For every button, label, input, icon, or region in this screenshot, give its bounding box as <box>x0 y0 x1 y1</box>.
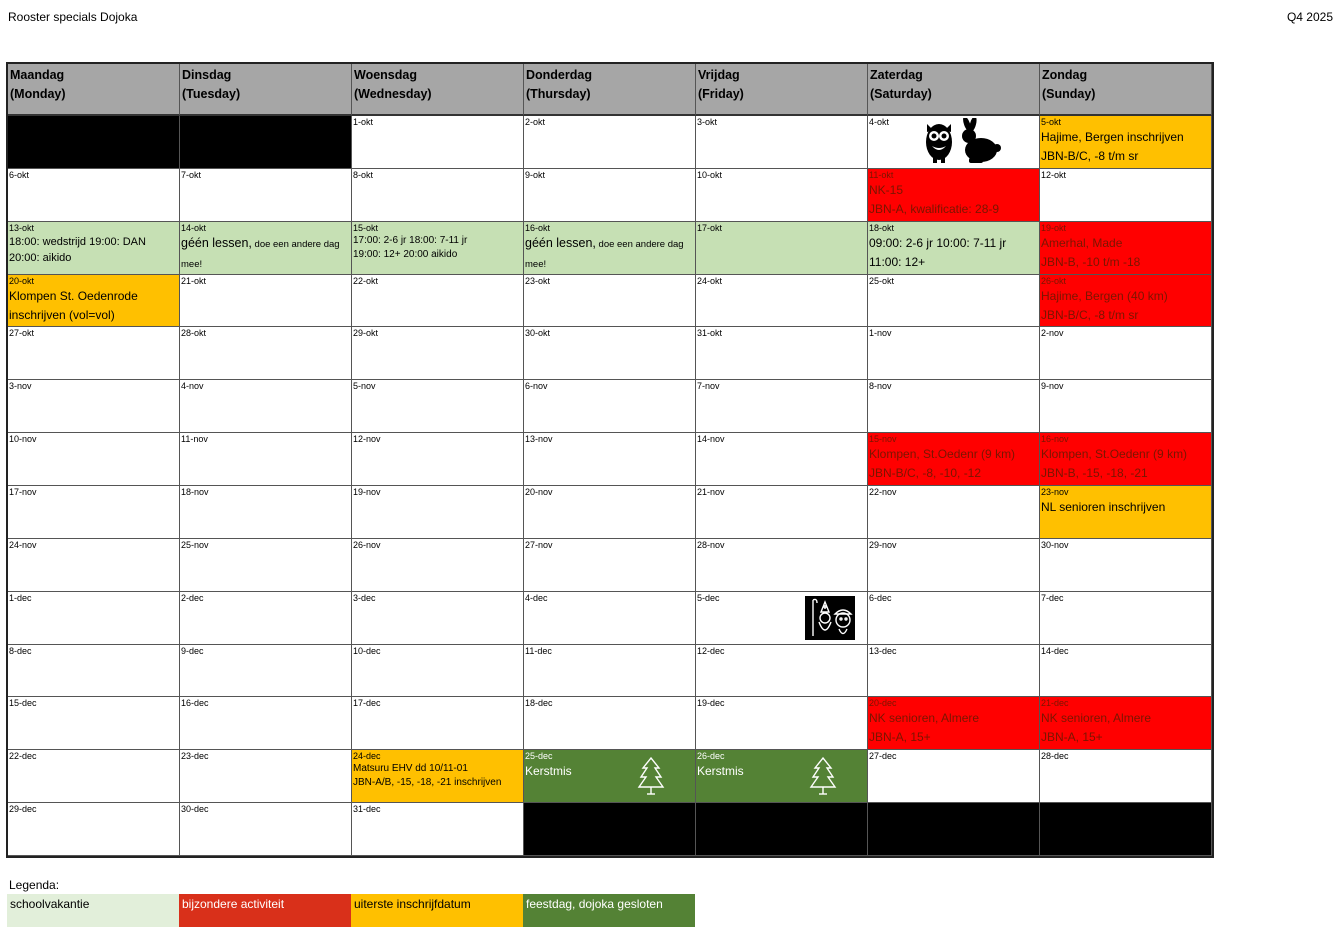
day-date: 9-dec <box>181 645 204 656</box>
day-date: 12-okt <box>1041 169 1067 180</box>
day-cell <box>8 433 180 486</box>
day-cell <box>352 803 524 856</box>
day-date: 21-nov <box>697 487 725 497</box>
day-cell <box>1040 592 1212 645</box>
day-cell <box>696 539 868 592</box>
day-cell <box>696 222 868 275</box>
day-header <box>1040 64 1212 116</box>
day-name-en: (Sunday) <box>1042 87 1096 101</box>
day-date: 26-okt <box>1041 275 1067 286</box>
day-cell <box>8 697 180 750</box>
event-text: Kerstmis <box>697 764 744 779</box>
day-date: 28-dec <box>1041 751 1069 762</box>
day-date: 5-okt <box>1041 117 1062 127</box>
day-name-en: (Thursday) <box>526 87 591 101</box>
day-date: 17-nov <box>9 487 37 497</box>
sinterklaas-icon <box>805 596 855 640</box>
day-cell <box>1040 697 1212 750</box>
day-cell <box>352 327 524 380</box>
quarter-label: Q4 2025 <box>1286 10 1333 24</box>
day-date: 23-dec <box>181 751 209 762</box>
legend-item: uiterste inschrijfdatum <box>351 894 523 927</box>
day-date: 11-okt <box>869 169 894 180</box>
legend-item: schoolvakantie <box>7 894 179 927</box>
event-text: NK senioren, Almere <box>1041 711 1152 726</box>
day-date: 27-nov <box>525 539 553 550</box>
day-date: 26-nov <box>353 539 381 550</box>
day-cell <box>1040 380 1212 433</box>
day-date: 20-okt <box>9 275 35 286</box>
legend-item: bijzondere activiteit <box>179 894 351 927</box>
day-date: 3-nov <box>9 381 32 392</box>
day-cell <box>868 380 1040 433</box>
day-cell <box>352 433 524 486</box>
day-header <box>8 64 180 116</box>
day-date: 4-okt <box>869 117 890 127</box>
day-cell <box>180 275 352 328</box>
day-cell <box>696 750 868 803</box>
day-cell <box>868 645 1040 698</box>
day-date: 27-okt <box>9 328 35 339</box>
event-text: Kerstmis <box>525 764 572 779</box>
event-text-main: géén lessen, <box>181 235 252 250</box>
day-cell <box>352 116 524 169</box>
day-date: 19-okt <box>1041 222 1067 233</box>
day-cell <box>352 539 524 592</box>
day-cell <box>524 116 696 169</box>
day-cell <box>180 169 352 222</box>
day-date: 15-dec <box>9 698 37 709</box>
day-cell <box>868 275 1040 328</box>
day-date: 4-nov <box>181 381 204 392</box>
day-date: 17-okt <box>697 222 723 233</box>
event-text: JBN-B/C, -8 t/m sr <box>1041 307 1139 322</box>
day-date: 7-dec <box>1041 592 1064 603</box>
day-cell <box>696 592 868 645</box>
day-cell <box>352 645 524 698</box>
day-cell <box>868 539 1040 592</box>
day-date: 6-okt <box>9 169 30 180</box>
event-text: JBN-A/B, -15, -18, -21 inschrijven <box>353 777 502 789</box>
event-text: Amerhal, Made <box>1041 235 1123 250</box>
day-date: 30-okt <box>525 328 551 339</box>
day-date: 19-dec <box>697 698 725 709</box>
day-cell <box>180 803 352 856</box>
day-cell <box>352 697 524 750</box>
day-cell <box>352 592 524 645</box>
day-date: 8-dec <box>9 645 32 656</box>
day-cell <box>696 380 868 433</box>
day-date: 16-nov <box>1041 434 1069 445</box>
day-cell <box>352 169 524 222</box>
day-cell <box>8 275 180 328</box>
day-name: Zaterdag <box>870 68 923 82</box>
day-cell <box>1040 169 1212 222</box>
day-date: 11-nov <box>181 434 208 445</box>
day-date: 3-okt <box>697 117 718 127</box>
day-date: 13-nov <box>525 434 553 445</box>
day-date: 15-okt <box>353 222 379 233</box>
legend <box>7 894 695 927</box>
event-text: NL senioren inschrijven <box>1041 500 1166 514</box>
day-cell <box>524 486 696 539</box>
day-cell <box>180 222 352 275</box>
day-date: 24-okt <box>697 275 723 286</box>
day-date: 2-dec <box>181 592 204 603</box>
day-cell <box>696 116 868 169</box>
day-date: 3-dec <box>353 592 376 603</box>
day-cell <box>524 327 696 380</box>
day-cell <box>868 592 1040 645</box>
day-cell <box>8 803 180 856</box>
day-cell <box>352 275 524 328</box>
day-cell <box>180 433 352 486</box>
day-name-en: (Saturday) <box>870 87 932 101</box>
day-cell <box>8 327 180 380</box>
day-cell <box>696 433 868 486</box>
empty-day-cell <box>524 803 696 856</box>
event-text: JBN-B/C, -8, -10, -12 <box>869 466 982 481</box>
day-cell <box>8 750 180 803</box>
day-date: 10-okt <box>697 169 723 180</box>
day-cell <box>1040 539 1212 592</box>
empty-day-cell <box>8 116 180 169</box>
day-date: 18-dec <box>525 698 553 709</box>
day-name: Dinsdag <box>182 68 232 82</box>
day-cell <box>524 275 696 328</box>
event-text: Klompen St. Oedenrode <box>9 288 138 303</box>
day-date: 20-nov <box>525 487 553 497</box>
day-header <box>868 64 1040 116</box>
day-date: 14-nov <box>697 434 725 445</box>
day-cell <box>180 750 352 803</box>
event-text: Hajime, Bergen (40 km) <box>1041 288 1168 303</box>
event-text-main: géén lessen, <box>525 235 596 250</box>
event-text-note: doe een andere dag mee! <box>525 238 684 270</box>
day-cell <box>180 486 352 539</box>
day-name: Zondag <box>1042 68 1088 82</box>
day-cell <box>352 380 524 433</box>
empty-day-cell <box>868 803 1040 856</box>
day-cell <box>8 486 180 539</box>
day-name: Donderdag <box>526 68 592 82</box>
day-name-en: (Monday) <box>10 87 66 101</box>
day-date: 27-dec <box>869 751 897 762</box>
day-header <box>696 64 868 116</box>
day-cell <box>180 697 352 750</box>
calendar <box>6 62 1214 858</box>
day-date: 5-dec <box>697 592 720 603</box>
day-cell <box>696 327 868 380</box>
event-text: Klompen, St.Oedenr (9 km) <box>869 447 1016 462</box>
event-text: Hajime, Bergen inschrijven <box>1041 130 1184 144</box>
event-text: Matsuru EHV dd 10/11-01 <box>353 763 468 775</box>
event-text: JBN-A, kwalificatie: 28-9 <box>869 201 1000 216</box>
day-date: 23-okt <box>525 275 551 286</box>
day-date: 16-dec <box>181 698 209 709</box>
day-cell <box>868 222 1040 275</box>
day-cell <box>524 645 696 698</box>
day-cell <box>868 169 1040 222</box>
day-date: 29-dec <box>9 804 37 815</box>
day-date: 16-okt <box>525 222 551 233</box>
day-date: 22-dec <box>9 751 37 762</box>
day-date: 10-nov <box>9 434 37 445</box>
day-name-en: (Wednesday) <box>354 87 432 101</box>
day-date: 25-dec <box>525 751 553 762</box>
calendar-grid <box>8 64 1212 856</box>
event-text: NK-15 <box>869 182 904 197</box>
day-date: 9-okt <box>525 169 546 180</box>
christmas-tree-icon <box>637 756 665 796</box>
event-text: JBN-A, 15+ <box>1041 730 1103 745</box>
day-date: 14-okt <box>181 222 207 233</box>
day-cell <box>1040 645 1212 698</box>
day-date: 12-dec <box>697 645 725 656</box>
day-name: Maandag <box>10 68 65 82</box>
day-date: 10-dec <box>353 645 381 656</box>
day-cell <box>1040 327 1212 380</box>
event-text: JBN-B/C, -8 t/m sr <box>1041 149 1139 163</box>
day-cell <box>524 592 696 645</box>
day-date: 29-okt <box>353 328 379 339</box>
day-name-en: (Tuesday) <box>182 87 241 101</box>
christmas-tree-icon <box>809 756 837 796</box>
event-text: NK senioren, Almere <box>869 711 980 726</box>
day-cell <box>524 380 696 433</box>
day-cell <box>1040 433 1212 486</box>
day-date: 15-nov <box>869 434 897 445</box>
day-cell <box>352 222 524 275</box>
legend-item: feestdag, dojoka gesloten <box>523 894 695 927</box>
day-cell <box>8 169 180 222</box>
day-cell <box>868 327 1040 380</box>
day-cell <box>8 645 180 698</box>
day-date: 22-okt <box>353 275 379 286</box>
day-date: 2-nov <box>1041 328 1064 339</box>
day-cell <box>180 380 352 433</box>
owl-rabbit-icon <box>925 118 1005 164</box>
day-date: 24-nov <box>9 539 37 550</box>
day-cell <box>524 750 696 803</box>
day-date: 13-dec <box>869 645 897 656</box>
day-cell <box>524 433 696 486</box>
day-date: 4-dec <box>525 592 548 603</box>
day-cell <box>8 539 180 592</box>
day-cell <box>1040 486 1212 539</box>
day-date: 26-dec <box>697 751 725 762</box>
day-cell <box>352 750 524 803</box>
event-text <box>181 234 350 274</box>
event-text: 18:00: wedstrijd 19:00: DAN <box>9 235 146 248</box>
day-name: Vrijdag <box>698 68 740 82</box>
event-text: 09:00: 2-6 jr 10:00: 7-11 jr <box>869 235 1007 250</box>
event-text: inschrijven (vol=vol) <box>9 307 115 322</box>
day-header <box>524 64 696 116</box>
day-cell <box>868 116 1040 169</box>
day-cell <box>8 222 180 275</box>
day-cell <box>1040 222 1212 275</box>
event-text: JBN-B, -15, -18, -21 <box>1041 466 1148 481</box>
event-text: 17:00: 2-6 jr 18:00: 7-11 jr <box>353 234 468 246</box>
day-cell <box>868 433 1040 486</box>
day-date: 31-dec <box>353 804 381 815</box>
day-cell <box>352 486 524 539</box>
day-date: 30-dec <box>181 804 209 815</box>
day-name: Woensdag <box>354 68 417 82</box>
day-date: 18-nov <box>181 487 209 497</box>
event-text: Klompen, St.Oedenr (9 km) <box>1041 447 1188 462</box>
day-cell <box>696 486 868 539</box>
day-header <box>352 64 524 116</box>
day-date: 8-okt <box>353 169 374 180</box>
day-cell <box>8 380 180 433</box>
day-cell <box>1040 275 1212 328</box>
day-date: 18-okt <box>869 222 895 233</box>
day-cell <box>180 645 352 698</box>
day-date: 7-nov <box>697 381 720 392</box>
day-date: 13-okt <box>9 222 35 233</box>
event-text: 20:00: aikido <box>9 251 72 264</box>
day-date: 30-nov <box>1041 539 1069 550</box>
day-date: 19-nov <box>353 487 381 497</box>
day-cell <box>868 750 1040 803</box>
page-title: Rooster specials Dojoka <box>8 10 138 24</box>
day-cell <box>1040 116 1212 169</box>
day-date: 7-okt <box>181 169 202 180</box>
empty-day-cell <box>696 803 868 856</box>
day-cell <box>868 697 1040 750</box>
day-date: 6-nov <box>525 381 548 392</box>
day-cell <box>524 222 696 275</box>
event-text-note: doe een andere dag mee! <box>181 238 340 270</box>
event-text: JBN-B, -10 t/m -18 <box>1041 254 1141 269</box>
day-date: 31-okt <box>697 328 723 339</box>
day-cell <box>524 169 696 222</box>
day-date: 20-dec <box>869 698 897 709</box>
day-cell <box>696 275 868 328</box>
event-text <box>525 234 694 274</box>
day-date: 24-dec <box>353 751 381 762</box>
day-cell <box>524 539 696 592</box>
day-name-en: (Friday) <box>698 87 744 101</box>
event-text: 11:00: 12+ <box>869 254 926 269</box>
day-date: 23-nov <box>1041 487 1069 497</box>
day-date: 1-dec <box>9 592 32 603</box>
day-date: 29-nov <box>869 539 897 550</box>
day-date: 14-dec <box>1041 645 1069 656</box>
day-cell <box>8 592 180 645</box>
day-cell <box>1040 750 1212 803</box>
day-date: 11-dec <box>525 645 552 656</box>
legend-label: Legenda: <box>9 878 60 892</box>
day-date: 28-okt <box>181 328 207 339</box>
day-cell <box>180 592 352 645</box>
event-text: JBN-A, 15+ <box>869 730 931 745</box>
day-date: 12-nov <box>353 434 381 445</box>
day-date: 28-nov <box>697 539 725 550</box>
day-cell <box>524 697 696 750</box>
day-date: 6-dec <box>869 592 892 603</box>
day-date: 5-nov <box>353 381 376 392</box>
day-date: 25-okt <box>869 275 895 286</box>
day-cell <box>696 169 868 222</box>
empty-day-cell <box>1040 803 1212 856</box>
day-date: 2-okt <box>525 117 546 127</box>
day-date: 8-nov <box>869 381 892 392</box>
day-date: 21-dec <box>1041 698 1069 709</box>
day-date: 9-nov <box>1041 381 1064 392</box>
empty-day-cell <box>180 116 352 169</box>
day-date: 25-nov <box>181 539 209 550</box>
day-date: 1-okt <box>353 117 374 127</box>
event-text: 19:00: 12+ 20:00 aikido <box>353 248 458 260</box>
day-cell <box>696 697 868 750</box>
day-cell <box>868 486 1040 539</box>
day-date: 17-dec <box>353 698 381 709</box>
day-cell <box>180 539 352 592</box>
day-date: 1-nov <box>869 328 892 339</box>
day-date: 21-okt <box>181 275 207 286</box>
day-header <box>180 64 352 116</box>
day-cell <box>180 327 352 380</box>
day-cell <box>696 645 868 698</box>
day-date: 22-nov <box>869 487 897 497</box>
